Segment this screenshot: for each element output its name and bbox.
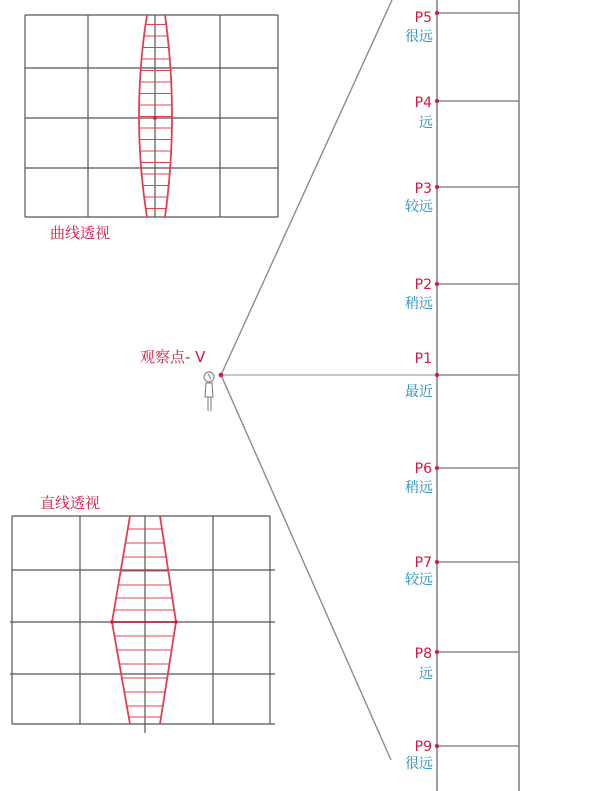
ladder-corner-dot	[174, 620, 178, 624]
point-id-label: P8	[414, 646, 432, 662]
figure-face-mark	[208, 374, 211, 379]
observer-figure	[204, 372, 214, 411]
point-id-label: P9	[414, 739, 432, 755]
point-distance-label: 稍远	[405, 296, 433, 312]
point-p9	[405, 739, 519, 772]
point-marker	[435, 560, 439, 564]
lower-sight-ray	[221, 375, 391, 760]
ladder-corner-dot	[110, 620, 114, 624]
point-id-label: P3	[414, 181, 432, 197]
point-distance-label: 很远	[405, 29, 433, 45]
point-p4	[415, 95, 519, 131]
point-distance-label: 最近	[405, 384, 433, 400]
point-p7	[405, 555, 519, 588]
linear-ladder	[110, 516, 178, 724]
point-id-label: P7	[414, 555, 432, 571]
point-distance-label: 稍远	[405, 480, 433, 496]
point-distance-label: 较远	[405, 572, 433, 588]
point-p8	[415, 646, 519, 682]
point-distance-label: 远	[419, 666, 433, 682]
figure-body	[205, 383, 213, 397]
ladder-right-rail	[160, 516, 176, 724]
ladder-center-dot	[153, 116, 157, 120]
point-marker	[435, 11, 439, 15]
ladder-left-rail	[112, 516, 130, 724]
point-marker	[435, 373, 439, 377]
observer-point	[219, 373, 224, 378]
point-id-label: P6	[414, 461, 432, 477]
point-distance-label: 远	[419, 115, 433, 131]
point-p3	[405, 181, 519, 215]
point-id-label: P2	[414, 277, 432, 293]
curvilinear-caption: 曲线透视	[50, 224, 111, 242]
figure-head	[204, 372, 214, 382]
point-p5	[405, 10, 519, 45]
point-p6	[405, 461, 519, 496]
linear-caption: 直线透视	[40, 494, 101, 512]
point-marker	[435, 99, 439, 103]
point-id-label: P5	[414, 10, 432, 26]
point-distance-label: 较远	[405, 199, 433, 215]
linear-grid	[10, 516, 275, 733]
point-marker	[435, 744, 439, 748]
point-id-label: P1	[414, 351, 432, 367]
point-id-label: P4	[414, 95, 432, 111]
point-marker	[435, 185, 439, 189]
upper-sight-ray	[221, 0, 392, 375]
point-marker	[435, 282, 439, 286]
point-marker	[435, 650, 439, 654]
point-marker	[435, 466, 439, 470]
point-distance-label: 很远	[405, 756, 433, 772]
observer-label: 观察点- V	[140, 348, 206, 366]
point-p2	[405, 277, 519, 312]
